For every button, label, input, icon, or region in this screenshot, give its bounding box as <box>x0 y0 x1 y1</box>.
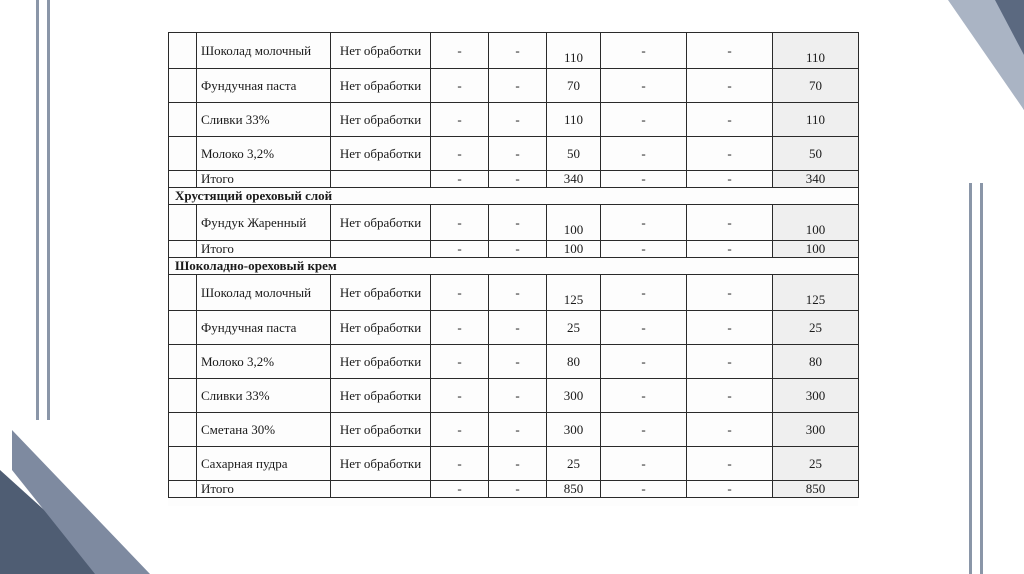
value-cell: - <box>601 205 687 241</box>
processing-cell: Нет обработки <box>331 205 431 241</box>
value-cell: - <box>687 481 773 498</box>
total-label: Итого <box>197 241 331 258</box>
table-row <box>169 205 859 241</box>
value-cell: - <box>489 311 547 345</box>
net-weight-cell: 25 <box>773 311 859 345</box>
value-cell: - <box>601 275 687 311</box>
processing-cell: Нет обработки <box>331 33 431 69</box>
value-cell: - <box>489 137 547 171</box>
value-cell: - <box>431 241 489 258</box>
value-cell: - <box>687 103 773 137</box>
section-header-row <box>169 188 859 205</box>
table-row <box>169 103 859 137</box>
value-cell: - <box>489 481 547 498</box>
net-weight-cell: 300 <box>773 413 859 447</box>
value-cell: - <box>601 481 687 498</box>
gross-weight-cell: 80 <box>547 345 601 379</box>
ingredient-name: Сливки 33% <box>197 379 331 413</box>
processing-cell: Нет обработки <box>331 413 431 447</box>
table-row <box>169 69 859 103</box>
gross-weight-cell: 110 <box>547 33 601 69</box>
table-row <box>169 275 859 311</box>
value-cell: - <box>601 345 687 379</box>
value-cell: - <box>431 311 489 345</box>
gross-weight-cell: 25 <box>547 311 601 345</box>
row-marker-cell <box>169 241 197 258</box>
row-marker-cell <box>169 345 197 379</box>
value-cell: - <box>431 69 489 103</box>
total-row <box>169 481 859 498</box>
row-marker-cell <box>169 137 197 171</box>
value-cell: - <box>489 379 547 413</box>
value-cell: - <box>489 345 547 379</box>
net-weight-cell: 25 <box>773 447 859 481</box>
value-cell: - <box>601 447 687 481</box>
processing-cell: Нет обработки <box>331 311 431 345</box>
row-marker-cell <box>169 311 197 345</box>
row-marker-cell <box>169 379 197 413</box>
value-cell: - <box>431 413 489 447</box>
value-cell: - <box>489 205 547 241</box>
total-gross-cell: 100 <box>547 241 601 258</box>
ingredient-name: Шоколад молочный <box>197 275 331 311</box>
processing-cell: Нет обработки <box>331 345 431 379</box>
table-row <box>169 413 859 447</box>
row-marker-cell <box>169 275 197 311</box>
row-marker-cell <box>169 69 197 103</box>
processing-cell <box>331 481 431 498</box>
value-cell: - <box>601 69 687 103</box>
value-cell: - <box>687 241 773 258</box>
total-label: Итого <box>197 171 331 188</box>
gross-weight-cell: 300 <box>547 413 601 447</box>
gross-weight-cell: 125 <box>547 275 601 311</box>
gross-weight-cell: 300 <box>547 379 601 413</box>
value-cell: - <box>431 481 489 498</box>
recipe-table <box>168 32 859 498</box>
left-vertical-line-2 <box>47 0 50 420</box>
value-cell: - <box>431 345 489 379</box>
ingredient-name: Молоко 3,2% <box>197 345 331 379</box>
value-cell: - <box>687 413 773 447</box>
processing-cell: Нет обработки <box>331 69 431 103</box>
total-net-cell: 850 <box>773 481 859 498</box>
gross-weight-cell: 50 <box>547 137 601 171</box>
row-marker-cell <box>169 447 197 481</box>
value-cell: - <box>687 137 773 171</box>
value-cell: - <box>431 171 489 188</box>
value-cell: - <box>687 345 773 379</box>
total-row <box>169 241 859 258</box>
value-cell: - <box>601 137 687 171</box>
value-cell: - <box>601 311 687 345</box>
processing-cell: Нет обработки <box>331 379 431 413</box>
total-label: Итого <box>197 481 331 498</box>
row-marker-cell <box>169 103 197 137</box>
gross-weight-cell: 70 <box>547 69 601 103</box>
processing-cell <box>331 171 431 188</box>
net-weight-cell: 100 <box>773 205 859 241</box>
processing-cell: Нет обработки <box>331 447 431 481</box>
value-cell: - <box>687 69 773 103</box>
row-marker-cell <box>169 171 197 188</box>
total-gross-cell: 340 <box>547 171 601 188</box>
row-marker-cell <box>169 413 197 447</box>
recipe-table-body <box>169 33 859 498</box>
ingredient-name: Молоко 3,2% <box>197 137 331 171</box>
value-cell: - <box>687 33 773 69</box>
value-cell: - <box>489 103 547 137</box>
value-cell: - <box>601 103 687 137</box>
table-row <box>169 137 859 171</box>
processing-cell: Нет обработки <box>331 137 431 171</box>
value-cell: - <box>489 241 547 258</box>
section-title: Шоколадно-ореховый крем <box>169 258 859 275</box>
processing-cell: Нет обработки <box>331 275 431 311</box>
value-cell: - <box>431 33 489 69</box>
ingredient-name: Фундучная паста <box>197 69 331 103</box>
value-cell: - <box>687 275 773 311</box>
total-gross-cell: 850 <box>547 481 601 498</box>
value-cell: - <box>431 447 489 481</box>
ingredient-name: Фундук Жаренный <box>197 205 331 241</box>
value-cell: - <box>489 69 547 103</box>
ingredient-name: Сливки 33% <box>197 103 331 137</box>
value-cell: - <box>687 205 773 241</box>
value-cell: - <box>489 447 547 481</box>
ingredient-name: Шоколад молочный <box>197 33 331 69</box>
right-vertical-line-2 <box>980 183 983 574</box>
value-cell: - <box>489 33 547 69</box>
value-cell: - <box>489 413 547 447</box>
value-cell: - <box>431 205 489 241</box>
row-marker-cell <box>169 33 197 69</box>
total-row <box>169 171 859 188</box>
net-weight-cell: 110 <box>773 33 859 69</box>
net-weight-cell: 110 <box>773 103 859 137</box>
row-marker-cell <box>169 205 197 241</box>
value-cell: - <box>687 171 773 188</box>
section-title: Хрустящий ореховый слой <box>169 188 859 205</box>
gross-weight-cell: 110 <box>547 103 601 137</box>
ingredient-name: Сахарная пудра <box>197 447 331 481</box>
net-weight-cell: 50 <box>773 137 859 171</box>
table-row <box>169 447 859 481</box>
processing-cell: Нет обработки <box>331 103 431 137</box>
value-cell: - <box>489 275 547 311</box>
value-cell: - <box>489 171 547 188</box>
table-row <box>169 345 859 379</box>
value-cell: - <box>687 311 773 345</box>
net-weight-cell: 300 <box>773 379 859 413</box>
total-net-cell: 100 <box>773 241 859 258</box>
total-net-cell: 340 <box>773 171 859 188</box>
row-marker-cell <box>169 481 197 498</box>
net-weight-cell: 80 <box>773 345 859 379</box>
value-cell: - <box>431 103 489 137</box>
gross-weight-cell: 100 <box>547 205 601 241</box>
ingredient-name: Сметана 30% <box>197 413 331 447</box>
section-header-row <box>169 258 859 275</box>
value-cell: - <box>687 379 773 413</box>
value-cell: - <box>601 379 687 413</box>
left-vertical-line-1 <box>36 0 39 420</box>
value-cell: - <box>687 447 773 481</box>
net-weight-cell: 125 <box>773 275 859 311</box>
table-row <box>169 311 859 345</box>
gross-weight-cell: 25 <box>547 447 601 481</box>
table-row <box>169 379 859 413</box>
value-cell: - <box>601 171 687 188</box>
value-cell: - <box>601 413 687 447</box>
table-row <box>169 33 859 69</box>
value-cell: - <box>431 275 489 311</box>
processing-cell <box>331 241 431 258</box>
ingredient-name: Фундучная паста <box>197 311 331 345</box>
net-weight-cell: 70 <box>773 69 859 103</box>
value-cell: - <box>601 241 687 258</box>
value-cell: - <box>431 137 489 171</box>
value-cell: - <box>601 33 687 69</box>
value-cell: - <box>431 379 489 413</box>
right-vertical-line-1 <box>969 183 972 574</box>
